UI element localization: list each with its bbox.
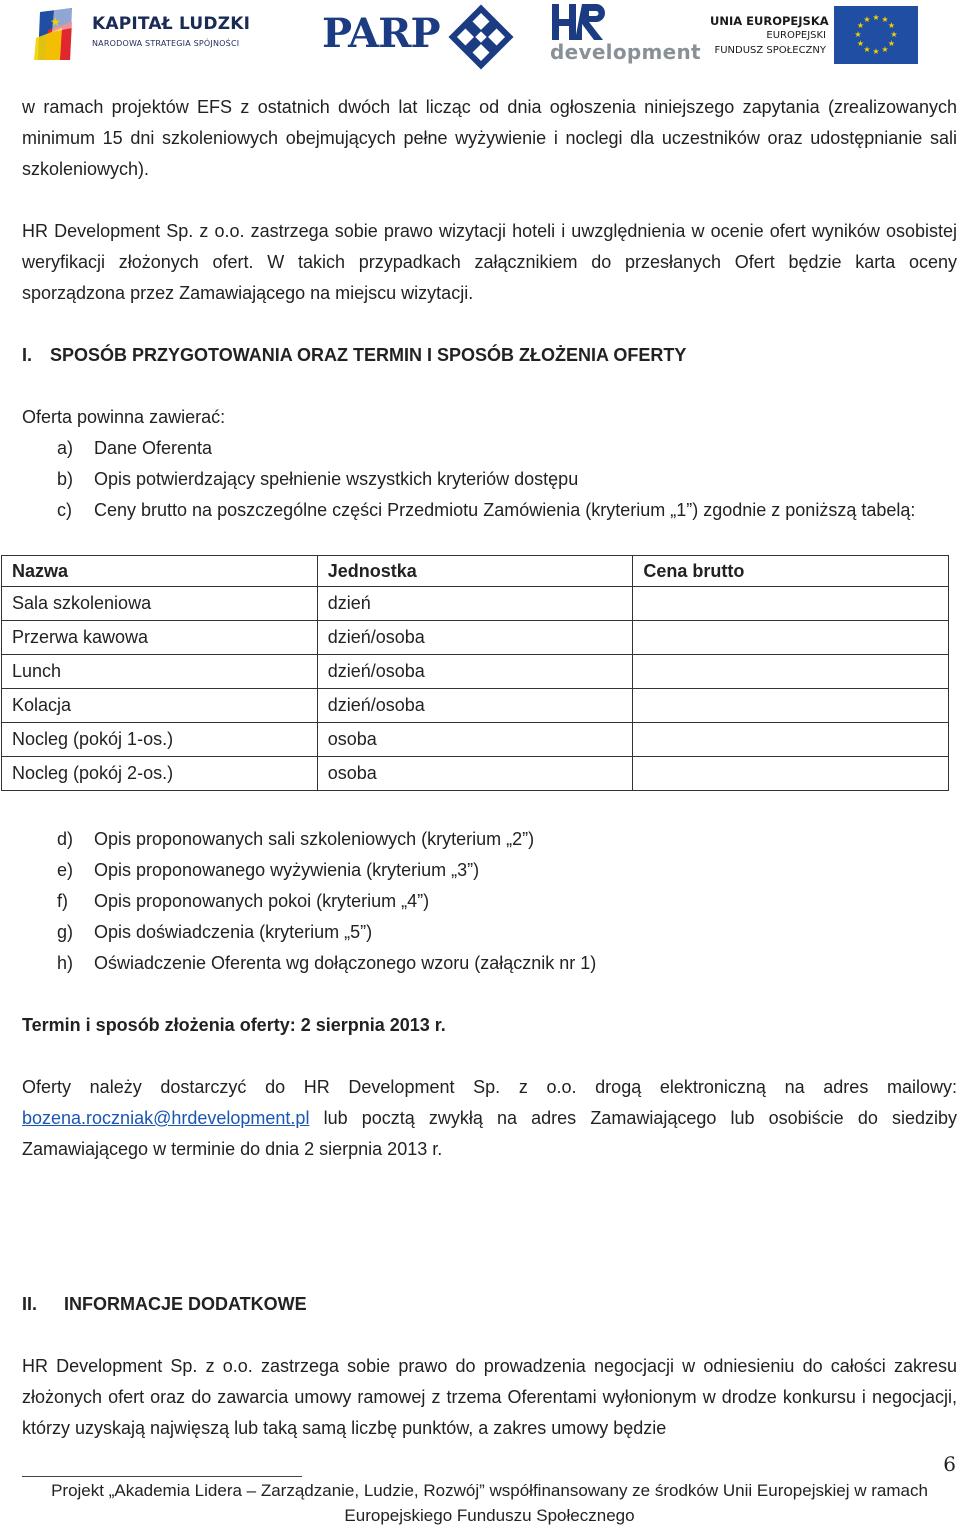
svg-text:★: ★: [863, 45, 871, 54]
table-row: [2, 723, 949, 757]
footer-line-2: Europejskiego Funduszu Społecznego: [344, 1506, 635, 1525]
offer-contents-list-continued: [22, 824, 957, 979]
list-text: Oświadczenie Oferenta wg dołączonego wzoru (załącznik nr 1): [94, 953, 597, 973]
svg-text:★: ★: [854, 30, 862, 39]
paragraph-negotiations: HR Development Sp. z o.o. zastrzega sobie prawo do prowadzenia negocjacji w odniesieniu do całości zakresu złożonych ofert oraz do zawarcia umowy ramowej z trzema Oferentami wyłonionym w drodze konkursu i negocjacji, którzy uzyskają najwięszą lub taką samą liczbę punktów, a zakres umowy będzie: [22, 1356, 957, 1438]
list-marker: a): [57, 438, 74, 458]
cell-price: [633, 621, 949, 655]
list-item: [57, 495, 957, 526]
delivery-text-after: lub pocztą zwykłą na adres Zamawiającego lub osobiście do siedziby Zamawiającego w terminie do dnia 2 sierpnia 2013 r.: [22, 1108, 957, 1159]
eu-logo: [710, 4, 950, 66]
document-body: [22, 92, 957, 526]
list-text: Ceny brutto na poszczególne części Przedmiotu Zamówienia (kryterium „1”) zgodnie z poniższą tabelą:: [94, 500, 916, 520]
table-row: [2, 757, 949, 791]
svg-text:★: ★: [881, 15, 889, 24]
svg-text:★: ★: [872, 13, 880, 22]
parp-logo: [322, 4, 517, 70]
svg-text:★: ★: [872, 47, 880, 56]
list-text: Dane Oferenta: [94, 438, 213, 458]
kapital-ludzki-logo: [30, 4, 255, 64]
section-2-number: II.: [22, 1294, 38, 1314]
kapital-ludzki-title: KAPITAŁ LUDZKI: [92, 14, 251, 34]
svg-text:★: ★: [856, 21, 865, 30]
cell-name: Lunch: [2, 655, 318, 689]
list-marker: e): [57, 860, 74, 880]
cell-name: Kolacja: [2, 689, 318, 723]
cell-name: Przerwa kawowa: [2, 621, 318, 655]
list-marker: f): [57, 891, 68, 911]
table-header-row: [2, 556, 949, 587]
list-text: Opis potwierdzający spełnienie wszystkich kryteriów dostępu: [94, 469, 579, 489]
kapital-ludzki-flag-icon: [32, 6, 94, 62]
svg-text:★: ★: [887, 21, 896, 30]
table-row: [2, 587, 949, 621]
cell-price: [633, 655, 949, 689]
section-2-title: INFORMACJE DODATKOWE: [64, 1294, 307, 1314]
list-item: [57, 855, 957, 886]
list-text: Opis proponowanych sali szkoleniowych (kryterium „2”): [94, 829, 535, 849]
list-item: [57, 886, 957, 917]
list-item: [57, 433, 957, 464]
list-item: [57, 824, 957, 855]
cell-unit: osoba: [317, 723, 633, 757]
list-text: Opis proponowanego wyżywienia (kryterium „3”): [94, 860, 480, 880]
eu-flag-icon: [834, 6, 918, 64]
list-marker: g): [57, 922, 74, 942]
section-1-title: SPOSÓB PRZYGOTOWANIA ORAZ TERMIN I SPOSÓB ZŁOŻENIA OFERTY: [50, 345, 687, 365]
cell-unit: dzień/osoba: [317, 655, 633, 689]
cell-unit: osoba: [317, 757, 633, 791]
list-item: [57, 917, 957, 948]
offer-intro: Oferta powinna zawierać:: [22, 407, 226, 427]
header-logos: [0, 0, 960, 72]
list-marker: c): [57, 500, 72, 520]
svg-text:★: ★: [890, 30, 898, 39]
svg-text:★: ★: [863, 15, 871, 24]
email-link[interactable]: bozena.roczniak@hrdevelopment.pl: [22, 1108, 310, 1128]
cell-price: [633, 689, 949, 723]
list-marker: d): [57, 829, 74, 849]
section-1-number: I.: [22, 345, 33, 365]
list-item: [57, 948, 957, 979]
eu-line-3: FUNDUSZ SPOŁECZNY: [714, 45, 826, 56]
column-header-unit: Jednostka: [317, 556, 633, 587]
svg-text:★: ★: [887, 39, 896, 48]
column-header-price: Cena brutto: [633, 556, 949, 587]
deadline-heading: Termin i sposób złożenia oferty: 2 sierpnia 2013 r.: [22, 1015, 446, 1035]
list-item: [57, 464, 957, 495]
paragraph-efs-experience: w ramach projektów EFS z ostatnich dwóch lat licząc od dnia ogłoszenia niniejszego zapytania (zrealizowanych minimum 15 dni szkoleniowych obejmujących pełne wyżywienie i noclegi dla uczestników oraz udostępnianie sali szkoleniowych).: [22, 97, 957, 179]
document-body-lower: [22, 824, 957, 1444]
offer-contents-list: [22, 433, 957, 526]
section-heading-2: [22, 1289, 957, 1320]
svg-text:★: ★: [881, 45, 889, 54]
footer-line-1: Projekt „Akademia Lidera – Zarządzanie, Ludzie, Rozwój” współfinansowany ze środków Unii Europejskiej w ramach: [51, 1481, 928, 1500]
paragraph-hotel-visits: HR Development Sp. z o.o. zastrzega sobie prawo wizytacji hoteli i uwzględnienia w ocenie ofert wyników osobistej weryfikacji złożonych ofert. W takich przypadkach załącznikiem do przesłanych Ofert będzie karta oceny sporządzona przez Zamawiającego na miejscu wizytacji.: [22, 221, 957, 303]
column-header-name: Nazwa: [2, 556, 318, 587]
footer-divider: [22, 1476, 302, 1477]
hr-development-wordmark: development: [550, 40, 701, 64]
hr-development-logo: [548, 4, 701, 68]
delivery-paragraph: [22, 1072, 957, 1165]
hr-mark-icon: [552, 4, 612, 44]
page-number: 6: [943, 1452, 956, 1476]
cell-name: Nocleg (pokój 1-os.): [2, 723, 318, 757]
cell-price: [633, 757, 949, 791]
cell-unit: dzień/osoba: [317, 689, 633, 723]
list-marker: b): [57, 469, 74, 489]
delivery-text-before: Oferty należy dostarczyć do HR Development Sp. z o.o. drogą elektroniczną na adres mailowy:: [22, 1077, 957, 1097]
price-table: [1, 555, 949, 791]
table-row: [2, 621, 949, 655]
section-heading-1: [22, 340, 957, 371]
cell-price: [633, 587, 949, 621]
table-row: [2, 689, 949, 723]
parp-diamond-icon: [444, 0, 518, 74]
table-row: [2, 655, 949, 689]
cell-price: [633, 723, 949, 757]
list-marker: h): [57, 953, 74, 973]
cell-unit: dzień/osoba: [317, 621, 633, 655]
parp-title: PARP: [322, 10, 440, 57]
cell-name: Nocleg (pokój 2-os.): [2, 757, 318, 791]
list-text: Opis doświadczenia (kryterium „5”): [94, 922, 373, 942]
kapital-ludzki-subtitle: NARODOWA STRATEGIA SPÓJNOŚCI: [92, 39, 240, 48]
eu-line-2: EUROPEJSKI: [766, 30, 826, 41]
list-text: Opis proponowanych pokoi (kryterium „4”): [94, 891, 430, 911]
svg-text:★: ★: [50, 15, 61, 29]
cell-unit: dzień: [317, 587, 633, 621]
eu-line-1: UNIA EUROPEJSKA: [710, 14, 829, 28]
svg-text:★: ★: [856, 39, 865, 48]
page-footer: [22, 1478, 957, 1528]
cell-name: Sala szkoleniowa: [2, 587, 318, 621]
